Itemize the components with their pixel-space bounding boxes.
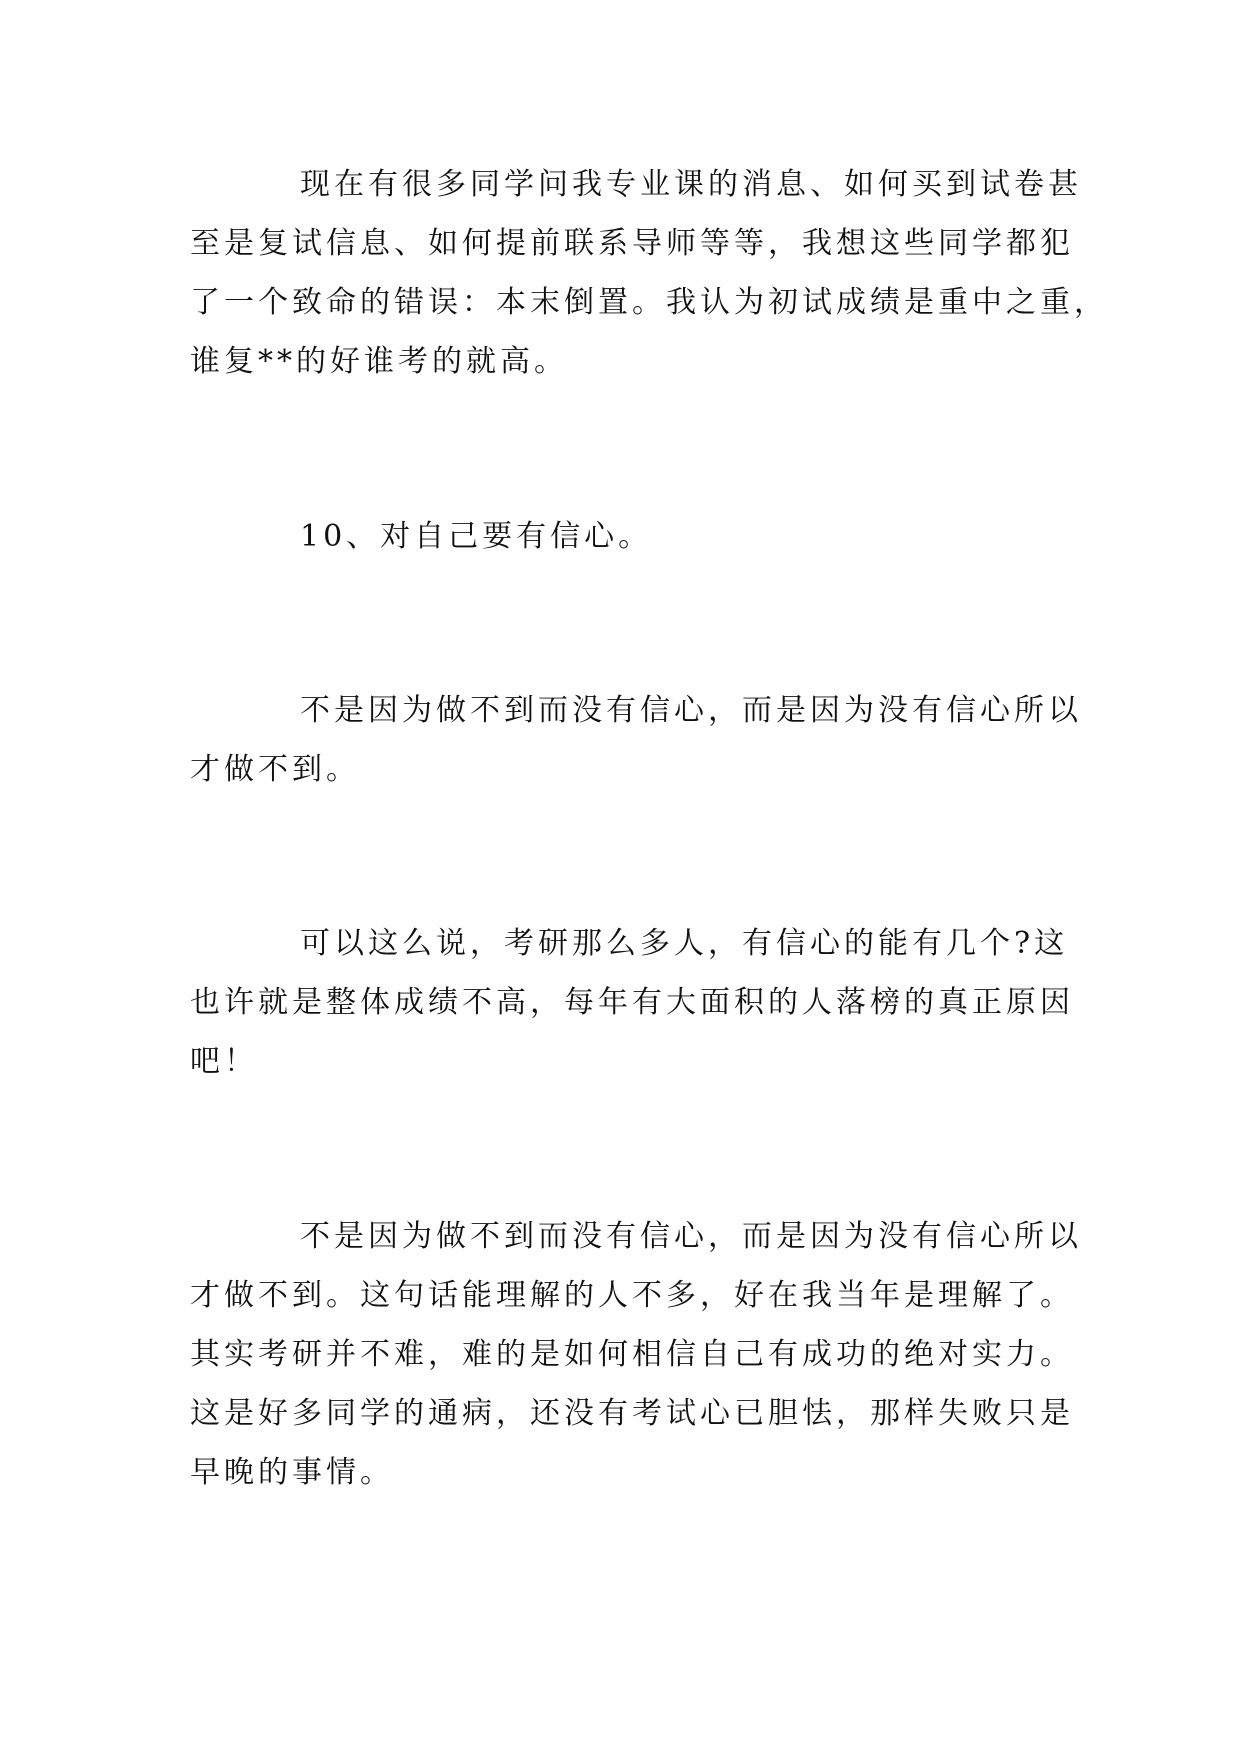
text-line: 其实考研并不难，难的是如何相信自己有成功的绝对实力。 — [190, 1337, 1074, 1372]
text-line: 至是复试信息、如何提前联系导师等等，我想这些同学都犯 — [190, 226, 1074, 261]
paragraph-exam-confidence — [190, 914, 1074, 1091]
text-line: 才做不到。 — [190, 752, 360, 787]
text-line: 谁复**的好谁考的就高。 — [190, 344, 568, 379]
text-line: 可以这么说，考研那么多人，有信心的能有几个?这 — [300, 926, 1069, 961]
heading-line: 10、对自己要有信心。 — [300, 519, 653, 554]
text-line: 才做不到。这句话能理解的人不多，好在我当年是理解了。 — [190, 1278, 1074, 1313]
text-line: 也许就是整体成绩不高，每年有大面积的人落榜的真正原因 — [190, 985, 1074, 1020]
text-line: 不是因为做不到而没有信心，而是因为没有信心所以 — [300, 1219, 1082, 1254]
paragraph-believe-yourself — [190, 1207, 1082, 1502]
text-line: 吧！ — [190, 1044, 258, 1079]
text-line: 早晚的事情。 — [190, 1455, 394, 1490]
paragraph-confidence-quote — [190, 681, 1082, 799]
text-line: 现在有很多同学问我专业课的消息、如何买到试卷甚 — [300, 167, 1082, 202]
text-line: 这是好多同学的通病，还没有考试心已胆怯，那样失败只是 — [190, 1396, 1074, 1431]
section-heading-confidence — [190, 507, 1050, 566]
paragraph-exam-priorities — [190, 155, 1108, 391]
text-line: 不是因为做不到而没有信心，而是因为没有信心所以 — [300, 693, 1082, 728]
text-line: 了一个致命的错误：本末倒置。我认为初试成绩是重中之重， — [190, 285, 1108, 320]
